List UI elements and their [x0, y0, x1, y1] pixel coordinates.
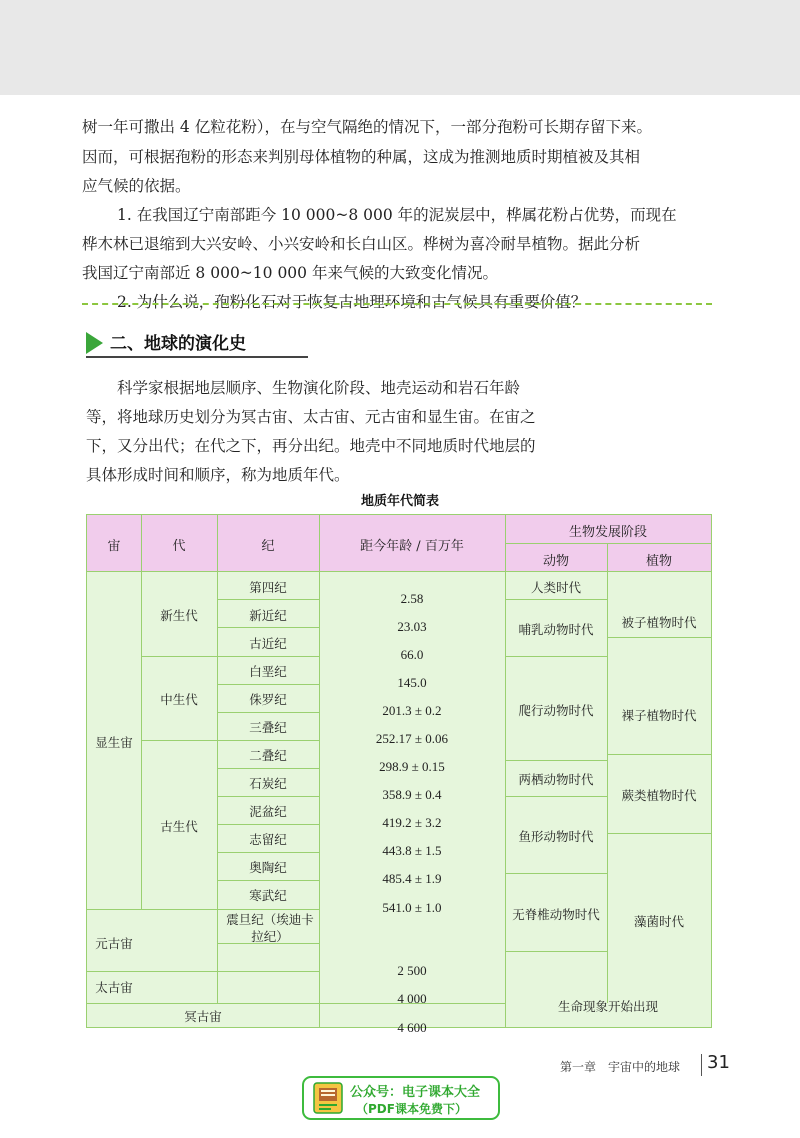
body-line-2: 等，将地球历史划分为冥古宙、太古宙、元古宙和显生宙。在宙之: [86, 408, 536, 426]
period-carboniferous: 石炭纪: [249, 776, 287, 791]
section-title: 二、地球的演化史: [110, 334, 246, 354]
age-value: 201.3 ± 0.2: [382, 703, 442, 718]
age-value: 4 600: [397, 1020, 427, 1035]
page-number: 31: [707, 1052, 730, 1073]
grid-line: [607, 543, 608, 1003]
animal-mammal-age: 哺乳动物时代: [518, 622, 594, 637]
era-mesozoic: 中生代: [160, 692, 198, 707]
period-devonian: 泥盆纪: [249, 804, 287, 819]
era-paleozoic: 古生代: [160, 819, 198, 834]
grid-line: [141, 656, 319, 657]
header-period: 纪: [261, 539, 275, 554]
grid-line: [87, 909, 319, 910]
age-value: 2.58: [400, 591, 424, 606]
body-line-1: 科学家根据地层顺序、生物演化阶段、地壳运动和岩石年龄: [117, 379, 521, 397]
footer-chapter: 第一章 宇宙中的地球: [560, 1060, 681, 1074]
grid-line: [217, 627, 319, 628]
animal-fish-age: 鱼形动物时代: [518, 829, 594, 844]
watermark-banner: [302, 1076, 500, 1120]
grid-line: [607, 754, 711, 755]
grid-line: [217, 824, 319, 825]
table-title: 地质年代简表: [360, 494, 439, 509]
watermark-line-2: （PDF课本免费下）: [356, 1102, 467, 1116]
grid-line: [505, 599, 607, 600]
period-ediacaran: 震旦纪（埃迪卡拉纪）: [226, 912, 314, 944]
period-quaternary: 第四纪: [249, 580, 287, 595]
grid-line: [217, 880, 319, 881]
era-cenozoic: 新生代: [160, 608, 198, 623]
plant-fern-age: 蕨类植物时代: [621, 788, 697, 803]
age-value: 4 000: [397, 991, 427, 1006]
age-value: 485.4 ± 1.9: [382, 871, 442, 886]
grid-line: [87, 571, 711, 572]
geologic-time-table: [86, 514, 712, 1035]
age-value: 443.8 ± 1.5: [382, 843, 442, 858]
eon-archean: 太古宙: [95, 980, 133, 995]
animal-reptile-age: 爬行动物时代: [518, 703, 594, 718]
age-value: 419.2 ± 3.2: [382, 815, 442, 830]
body-line-3: 下，又分出代；在代之下，再分出纪。地壳中不同地质时代地层的: [86, 437, 536, 455]
grid-line: [141, 515, 142, 909]
animal-human-age: 人类时代: [530, 580, 581, 595]
header-age: 距今年龄 / 百万年: [360, 539, 464, 554]
grid-line: [607, 637, 711, 638]
age-value: 23.03: [397, 619, 427, 634]
body-line-4: 具体形成时间和顺序，称为地质年代。: [86, 466, 350, 484]
book-logo-icon: [313, 1082, 343, 1114]
reading-question-1-line-3: 我国辽宁南部近 8 000~10 000 年来气候的大致变化情况。: [82, 264, 498, 282]
eon-proterozoic: 元古宙: [95, 936, 133, 951]
eon-hadean: 冥古宙: [184, 1009, 222, 1024]
reading-question-1-line-2: 桦木林已退缩到大兴安岭、小兴安岭和长白山区。桦树为喜冷耐旱植物。据此分析: [82, 235, 641, 253]
reading-line-2: 因而，可根据孢粉的形态来判别母体植物的种属，这成为推测地质时期植被及其相: [82, 148, 641, 166]
period-cambrian: 寒武纪: [249, 888, 287, 903]
plant-angiosperm-age: 被子植物时代: [621, 615, 697, 630]
plant-algae-fungi-age: 藻菌时代: [633, 914, 684, 929]
period-triassic: 三叠纪: [249, 720, 287, 735]
grid-line: [217, 852, 319, 853]
reading-question-1-line-1: 1. 在我国辽宁南部距今 10 000~8 000 年的泥炭层中，桦属花粉占优势，而现在: [117, 206, 677, 224]
age-value: 145.0: [397, 675, 427, 690]
grid-line: [505, 796, 607, 797]
reading-line-1: 树一年可撒出 4 亿粒花粉），在与空气隔绝的情况下，一部分孢粉可长期存留下来。: [82, 118, 652, 136]
reading-question-2: 2. 为什么说，孢粉化石对于恢复古地理环境和古气候具有重要价值？: [117, 293, 587, 311]
age-value: 358.9 ± 0.4: [382, 787, 442, 802]
grid-line: [141, 740, 319, 741]
grid-line: [505, 543, 711, 544]
period-cretaceous: 白垩纪: [249, 664, 287, 679]
grid-line: [217, 712, 319, 713]
section-triangle-icon: [86, 332, 103, 354]
grid-line: [505, 873, 607, 874]
reading-box-dashed-divider: [82, 303, 712, 305]
grid-line: [217, 684, 319, 685]
grid-line: [217, 768, 319, 769]
age-value: 252.17 ± 0.06: [375, 731, 449, 746]
section-heading: [86, 328, 308, 358]
period-paleogene: 古近纪: [249, 636, 287, 651]
header-era: 代: [172, 539, 186, 554]
grid-line: [217, 599, 319, 600]
header-animal: 动物: [542, 554, 569, 569]
life-origin-label: 生命现象开始出现: [557, 999, 658, 1014]
animal-invertebrate-age: 无脊椎动物时代: [512, 907, 600, 922]
age-value: 298.9 ± 0.15: [379, 759, 445, 774]
page-top-gray-band: [0, 0, 800, 95]
grid-line: [87, 971, 319, 972]
grid-line: [217, 796, 319, 797]
header-plant: 植物: [645, 554, 672, 569]
section-underline: [86, 356, 308, 358]
eon-phanerozoic: 显生宙: [95, 735, 133, 750]
watermark-line-1: 公众号：电子课本大全: [350, 1085, 481, 1100]
grid-line: [607, 833, 711, 834]
animal-amphibian-age: 两栖动物时代: [518, 772, 594, 787]
period-permian: 二叠纪: [249, 748, 287, 763]
period-jurassic: 侏罗纪: [249, 692, 287, 707]
grid-line: [505, 760, 607, 761]
header-eon: 宙: [107, 539, 121, 554]
age-value: 2 500: [397, 963, 427, 978]
period-ordovician: 奥陶纪: [249, 860, 287, 875]
age-value: 66.0: [400, 647, 424, 662]
header-bio-stage: 生物发展阶段: [568, 525, 647, 540]
reading-line-3: 应气候的依据。: [82, 177, 191, 195]
grid-line: [505, 951, 607, 952]
footer-divider: [701, 1054, 702, 1076]
period-silurian: 志留纪: [249, 832, 287, 847]
plant-gymnosperm-age: 裸子植物时代: [621, 708, 697, 723]
grid-line: [505, 656, 607, 657]
period-neogene: 新近纪: [249, 608, 287, 623]
age-value: 541.0 ± 1.0: [382, 900, 442, 915]
